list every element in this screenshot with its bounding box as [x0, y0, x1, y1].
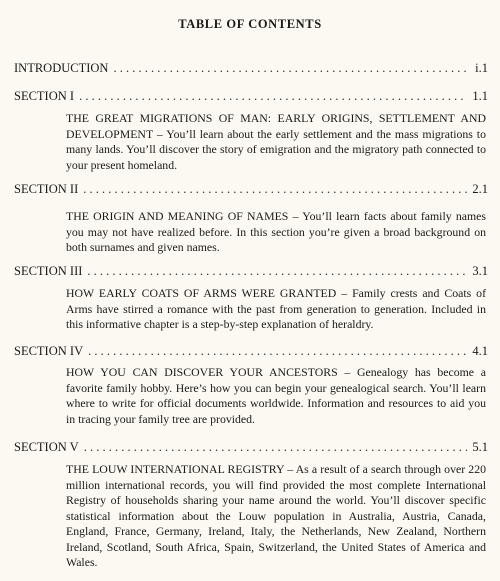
toc-entry-page: 2.1	[472, 182, 488, 196]
dot-leader	[84, 439, 468, 455]
toc-entry-description: THE GREAT MIGRATIONS OF MAN: EARLY ORIGINS, SETTLEMENT AND DEVELOPMENT – You’ll learn about the early settlement and the mass migrations to many lands. You’ll discover the story of emigration and the migratory path connected to your present homeland.	[66, 111, 486, 172]
toc-entry-section-3	[14, 263, 488, 279]
toc-entry-description: THE ORIGIN AND MEANING OF NAMES – You’ll learn facts about family names you may not have realized before. In this section you’re given a broad background on both surnames and given names.	[66, 209, 486, 254]
toc-entry-label: SECTION III	[14, 264, 83, 278]
page-title: TABLE OF CONTENTS	[178, 17, 322, 31]
toc-entry-section-5	[14, 439, 488, 455]
toc-entry-page: 5.1	[472, 440, 488, 454]
dot-leader	[113, 60, 470, 76]
toc-entry-description: HOW EARLY COATS OF ARMS WERE GRANTED – Family crests and Coats of Arms have stirred a romance with the past from generation to generation. Included in this informative chapter is a step-by-step explanation of heraldry.	[66, 286, 486, 331]
toc-entry-page: 1.1	[472, 89, 488, 103]
toc-entry-description: HOW YOU CAN DISCOVER YOUR ANCESTORS – Genealogy has become a favorite family hobby. Here’s how you can begin your genealogical search. You’ll learn where to write for official documents worldwide. Information and resources to aid you in tracing your family tree are provided.	[66, 365, 486, 426]
toc-entry-label: SECTION V	[14, 440, 79, 454]
toc-entry-section-1	[14, 88, 488, 104]
toc-entry-label: SECTION II	[14, 182, 79, 196]
dot-leader	[88, 343, 467, 359]
dot-leader	[79, 88, 467, 104]
toc-entry-label: SECTION IV	[14, 344, 84, 358]
dot-leader	[83, 181, 467, 197]
toc-entry-description: THE LOUW INTERNATIONAL REGISTRY – As a result of a search through over 220 million international records, you will find provided the most complete International Registry of households sharing your name around the world. You’ll discover specific statistical information about the Louw population in Australia, Austria, Canada, England, France, Germany, Ireland, Italy, the Netherlands, New Zealand, Northern Ireland, Scotland, South Africa, Spain, Switzerland, the United States of America and Wales.	[66, 462, 486, 569]
toc-entry-page: 3.1	[472, 264, 488, 278]
dot-leader	[87, 263, 467, 279]
toc-entry-label: SECTION I	[14, 89, 75, 103]
toc-entry-introduction	[14, 60, 488, 76]
toc-entry-page: i.1	[475, 61, 488, 75]
toc-entry-section-4	[14, 343, 488, 359]
toc-entry-page: 4.1	[472, 344, 488, 358]
toc-entry-section-2	[14, 181, 488, 197]
toc-entry-label: INTRODUCTION	[14, 61, 109, 75]
